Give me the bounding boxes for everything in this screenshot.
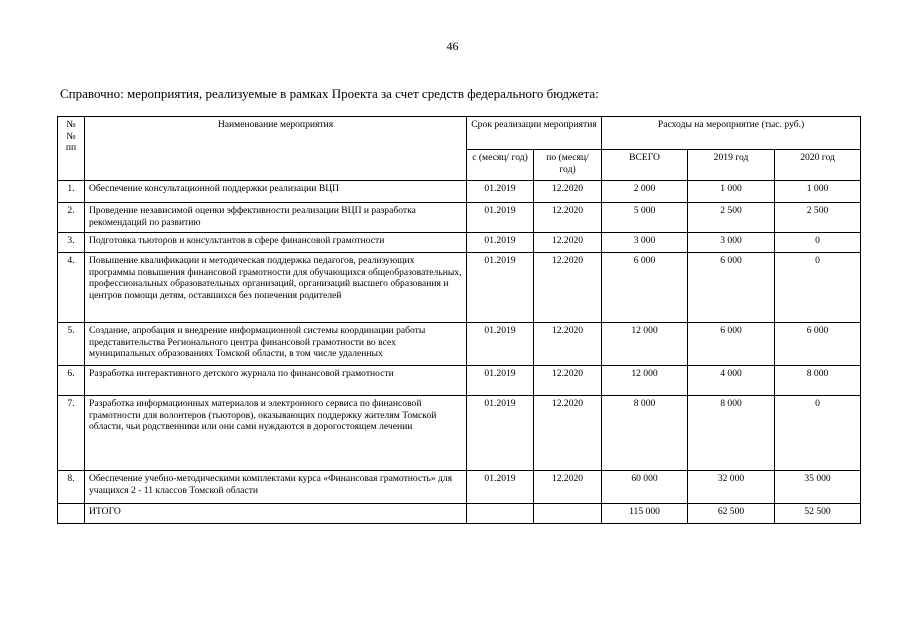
row-to: 12.2020 xyxy=(534,253,602,323)
row-to: 12.2020 xyxy=(534,323,602,366)
row-num: 7. xyxy=(58,396,85,471)
total-row-2020: 52 500 xyxy=(775,504,861,524)
row-2019: 3 000 xyxy=(688,233,775,253)
row-to: 12.2020 xyxy=(534,471,602,504)
row-name: Повышение квалификации и методическая поддержка педагогов, реализующих программы повышения финансовой грамотности для обучающихся общеобразовательных, профессиональных образовательных организаций, организаций высшего образования и центров помощи детям, оставшихся без попечения родителей xyxy=(85,253,467,323)
row-num: 4. xyxy=(58,253,85,323)
table-row xyxy=(58,233,861,253)
table-row xyxy=(58,203,861,233)
col-header-num: № № пп xyxy=(58,117,85,181)
row-name: Обеспечение консультационной поддержки реализации ВЦП xyxy=(85,181,467,203)
col-header-costs: Расходы на мероприятие (тыс. руб.) xyxy=(602,117,861,150)
row-name: Создание, апробация и внедрение информационной системы координации работы представительства Регионального центра финансовой грамотности во всех муниципальных образованиях Томской области, в том числе удаленных xyxy=(85,323,467,366)
total-row-to xyxy=(534,504,602,524)
table-row xyxy=(58,366,861,396)
col-header-to: по (месяц/ год) xyxy=(534,150,602,181)
row-2019: 6 000 xyxy=(688,323,775,366)
row-from: 01.2019 xyxy=(467,203,534,233)
row-num: 8. xyxy=(58,471,85,504)
row-2020: 35 000 xyxy=(775,471,861,504)
row-from: 01.2019 xyxy=(467,366,534,396)
total-row xyxy=(58,504,861,524)
row-from: 01.2019 xyxy=(467,181,534,203)
row-name: Обеспечение учебно-методическими комплектами курса «Финансовая грамотность» для учащихся 2 - 11 классов Томской области xyxy=(85,471,467,504)
row-total: 3 000 xyxy=(602,233,688,253)
row-from: 01.2019 xyxy=(467,396,534,471)
table-row xyxy=(58,396,861,471)
row-2019: 4 000 xyxy=(688,366,775,396)
table-row xyxy=(58,181,861,203)
row-2019: 6 000 xyxy=(688,253,775,323)
row-2020: 6 000 xyxy=(775,323,861,366)
row-num: 1. xyxy=(58,181,85,203)
row-total: 8 000 xyxy=(602,396,688,471)
row-name: Разработка интерактивного детского журнала по финансовой грамотности xyxy=(85,366,467,396)
row-name: Подготовка тьюторов и консультантов в сфере финансовой грамотности xyxy=(85,233,467,253)
table-row xyxy=(58,323,861,366)
row-2020: 0 xyxy=(775,253,861,323)
row-total: 5 000 xyxy=(602,203,688,233)
total-row-2019: 62 500 xyxy=(688,504,775,524)
row-num: 5. xyxy=(58,323,85,366)
col-header-total: ВСЕГО xyxy=(602,150,688,181)
row-2020: 0 xyxy=(775,233,861,253)
table-row xyxy=(58,471,861,504)
row-total: 2 000 xyxy=(602,181,688,203)
col-header-from: с (месяц/ год) xyxy=(467,150,534,181)
col-header-period: Срок реализации мероприятия xyxy=(467,117,602,150)
row-2020: 0 xyxy=(775,396,861,471)
page-number: 46 xyxy=(446,39,459,53)
row-from: 01.2019 xyxy=(467,323,534,366)
row-to: 12.2020 xyxy=(534,233,602,253)
row-num: 2. xyxy=(58,203,85,233)
row-to: 12.2020 xyxy=(534,396,602,471)
row-2020: 8 000 xyxy=(775,366,861,396)
total-row-total: 115 000 xyxy=(602,504,688,524)
row-name: Проведение независимой оценки эффективности реализации ВЦП и разработка рекомендаций по развитию xyxy=(85,203,467,233)
total-row-label: ИТОГО xyxy=(85,504,467,524)
row-from: 01.2019 xyxy=(467,253,534,323)
row-to: 12.2020 xyxy=(534,366,602,396)
total-row-from xyxy=(467,504,534,524)
caption: Справочно: мероприятия, реализуемые в рамках Проекта за счет средств федерального бюджета: xyxy=(60,86,599,101)
row-total: 12 000 xyxy=(602,323,688,366)
table-row xyxy=(58,253,861,323)
row-2020: 2 500 xyxy=(775,203,861,233)
row-total: 6 000 xyxy=(602,253,688,323)
col-header-name: Наименование мероприятия xyxy=(85,117,467,181)
total-row-num xyxy=(58,504,85,524)
col-header-2020: 2020 год xyxy=(775,150,861,181)
activities-table xyxy=(57,116,861,524)
row-to: 12.2020 xyxy=(534,181,602,203)
row-num: 3. xyxy=(58,233,85,253)
row-num: 6. xyxy=(58,366,85,396)
col-header-2019: 2019 год xyxy=(688,150,775,181)
row-2019: 32 000 xyxy=(688,471,775,504)
row-2019: 1 000 xyxy=(688,181,775,203)
row-total: 12 000 xyxy=(602,366,688,396)
row-to: 12.2020 xyxy=(534,203,602,233)
row-name: Разработка информационных материалов и электронного сервиса по финансовой грамотности для волонтеров (тьюторов), оказывающих поддержку жителям Томской области, чьи родственники или они сами нуждаются в дорогостоящем лечении xyxy=(85,396,467,471)
header-row-1 xyxy=(58,117,861,150)
row-from: 01.2019 xyxy=(467,233,534,253)
row-from: 01.2019 xyxy=(467,471,534,504)
row-2019: 8 000 xyxy=(688,396,775,471)
row-2019: 2 500 xyxy=(688,203,775,233)
row-total: 60 000 xyxy=(602,471,688,504)
row-2020: 1 000 xyxy=(775,181,861,203)
